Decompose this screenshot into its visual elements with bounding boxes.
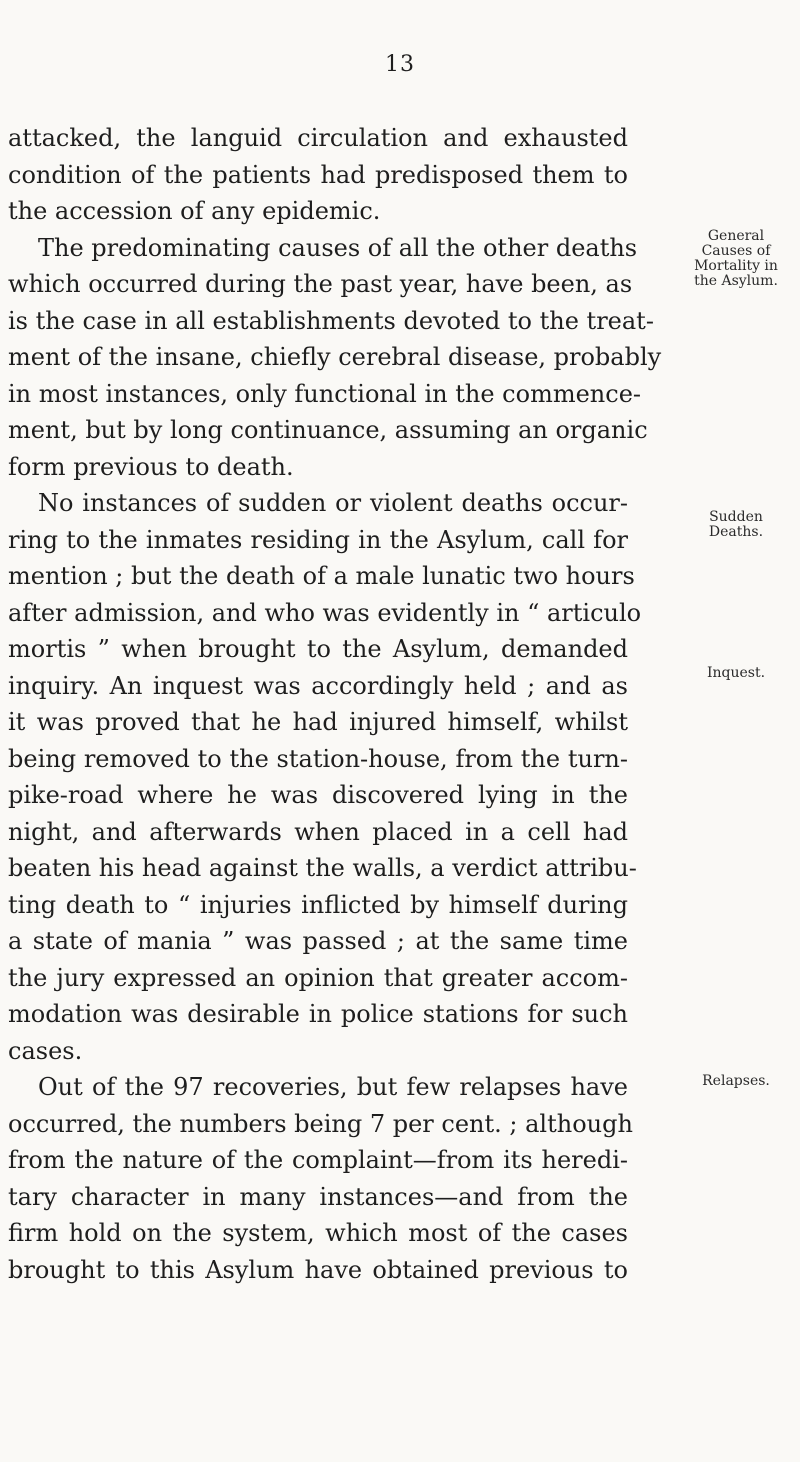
margin-note-line: Sudden [709,509,763,525]
margin-note-sudden-deaths [680,510,792,540]
margin-note-line: General [707,228,765,244]
text-line: occurred, the numbers being 7 per cent. ; although [8,1109,633,1138]
text-line: ting death to “ injuries inflicted by himself during [8,890,628,919]
text-line: modation was desirable in police stations for such [8,1000,628,1028]
margin-note-relapses [680,1074,792,1089]
text-line: the jury expressed an opinion that greater accom- [8,963,628,992]
text-line: night, and afterwards when placed in a cell had [8,817,628,846]
text-line: attacked, the languid circulation and exhausted [8,124,628,152]
text-line: a state of mania ” was passed ; at the same time [8,927,628,955]
text-line: No instances of sudden or violent deaths occur- [38,489,628,517]
text-line: ring to the inmates residing in the Asylum, call for [8,525,628,554]
text-line: the accession of any epidemic. [8,197,381,225]
margin-note-line: Relapses. [702,1073,770,1089]
margin-note-general-causes [680,229,792,289]
text-line: ment of the insane, chiefly cerebral disease, probably [8,343,662,371]
text-line: beaten his head against the walls, a verdict attribu- [8,854,637,882]
text-line: Out of the 97 recoveries, but few relapses have [38,1073,628,1101]
text-line: being removed to the station-house, from the turn- [8,744,628,773]
body-text [8,120,662,1288]
text-line: pike-road where he was discovered lying in the [8,781,628,809]
text-line: after admission, and who was evidently in “ articulo [8,598,642,627]
text-line: from the nature of the complaint—from its heredi- [8,1146,628,1174]
text-line: The predominating causes of all the other deaths [38,233,638,262]
text-line: form previous to death. [8,452,294,481]
text-line: which occurred during the past year, have been, as [8,270,633,298]
text-line: is the case in all establishments devoted to the treat- [8,306,654,335]
text-line: in most instances, only functional in the commence- [8,379,641,408]
margin-note-line: Inquest. [706,665,766,681]
text-line: mention ; but the death of a male lunatic two hours [8,562,635,590]
text-line: condition of the patients had predisposed them to [8,160,628,189]
margin-note-line: Mortality in [694,258,778,274]
text-line: firm hold on the system, which most of the cases [8,1219,628,1247]
margin-note-line: the Asylum. [694,273,778,289]
margin-note-inquest [680,666,792,681]
text-line: it was proved that he had injured himself, whilst [8,708,628,736]
text-line: tary character in many instances—and from the [8,1182,628,1211]
text-line: ment, but by long continuance, assuming an organic [8,416,648,444]
text-line: mortis ” when brought to the Asylum, demanded [8,635,628,663]
page-number: 13 [385,52,415,77]
text-line: inquiry. An inquest was accordingly held ; and as [8,671,628,700]
margin-note-line: Deaths. [708,524,764,540]
margin-note-line: Causes of [701,243,771,259]
text-line: brought to this Asylum have obtained previous to [8,1255,628,1284]
text-line: cases. [8,1036,83,1065]
